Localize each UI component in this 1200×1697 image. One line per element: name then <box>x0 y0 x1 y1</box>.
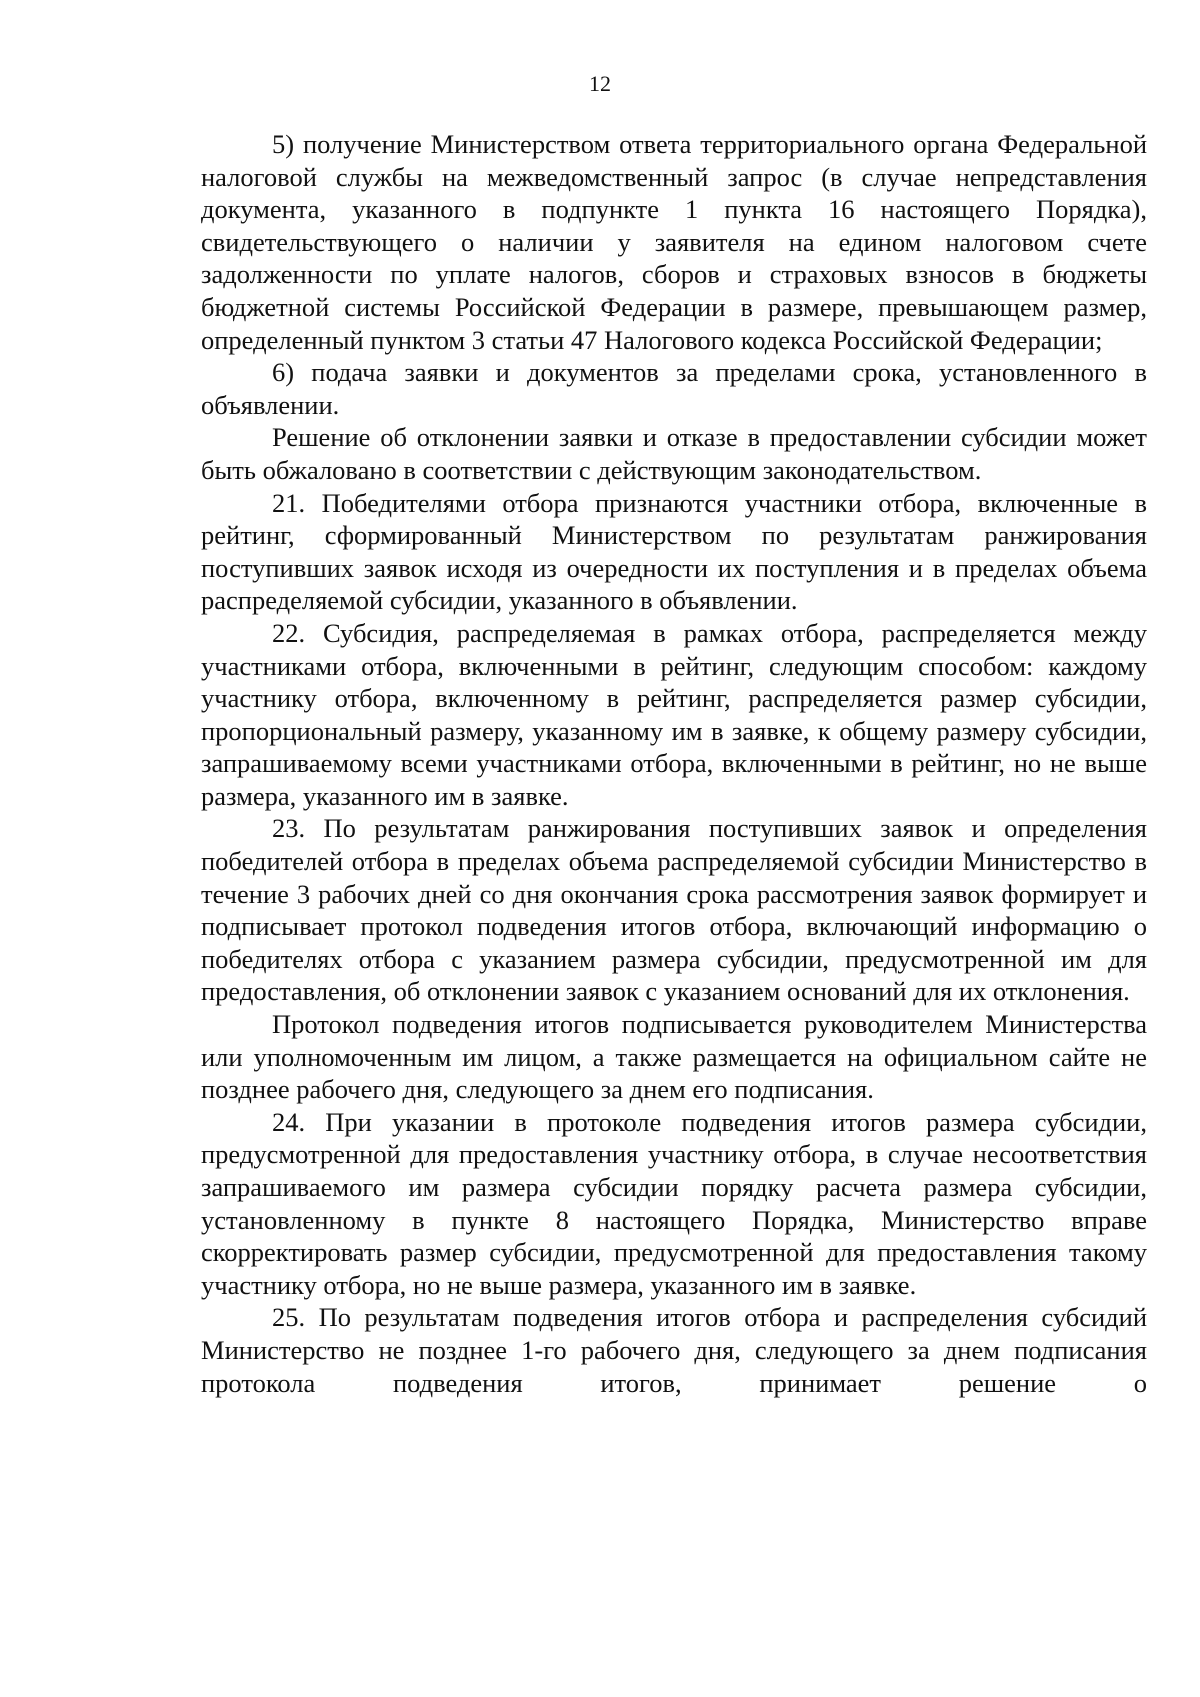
paragraph-clause-24: 24. При указании в протоколе подведения итогов размера субсидии, предусмотренной для предоставления участнику отбора, в случае несоответствия запрашиваемого им размера субсидии порядку расчета размера субсидии, установленному в пункте 8 настоящего Порядка, Министерство вправе скорректировать размер субсидии, предусмотренной для предоставления такому участнику отбора, но не выше размера, указанного им в заявке. <box>201 1106 1147 1300</box>
paragraph-clause-21: 21. Победителями отбора признаются участники отбора, включенные в рейтинг, сформированный Министерством по результатам ранжирования поступивших заявок исходя из очередности их поступления и в пределах объема распределяемой субсидии, указанного в объявлении. <box>201 487 1147 616</box>
page-number: 12 <box>589 71 611 96</box>
paragraph-item-5: 5) получение Министерством ответа территориального органа Федеральной налоговой службы на межведомственный запрос (в случае непредставления документа, указанного в подпункте 1 пункта 16 настоящего Порядка), свидетельствующего о наличии у заявителя на едином налоговом счете задолженности по уплате налогов, сборов и страховых взносов в бюджеты бюджетной системы Российской Федерации в размере, превышающем размер, определенный пунктом 3 статьи 47 Налогового кодекса Российской Федерации; <box>201 129 1147 355</box>
document-body <box>201 128 1147 1399</box>
paragraph-protocol-signing: Протокол подведения итогов подписывается руководителем Министерства или уполномоченным им лицом, а также размещается на официальном сайте не позднее рабочего дня, следующего за днем его подписания. <box>201 1009 1147 1105</box>
paragraph-clause-22: 22. Субсидия, распределяемая в рамках отбора, распределяется между участниками отбора, включенными в рейтинг, следующим способом: каждому участнику отбора, включенному в рейтинг, распределяется размер субсидии, пропорциональный размеру, указанному им в заявке, к общему размеру субсидии, запрашиваемому всеми участниками отбора, включенными в рейтинг, но не выше размера, указанного им в заявке. <box>201 617 1147 811</box>
paragraph-item-6: 6) подача заявки и документов за пределами срока, установленного в объявлении. <box>201 357 1147 420</box>
paragraph-clause-23: 23. По результатам ранжирования поступивших заявок и определения победителей отбора в пределах объема распределяемой субсидии Министерство в течение 3 рабочих дней со дня окончания срока рассмотрения заявок формирует и подписывает протокол подведения итогов отбора, включающий информацию о победителях отбора с указанием размера субсидии, предусмотренной им для предоставления, об отклонении заявок с указанием оснований для их отклонения. <box>201 813 1147 1007</box>
paragraph-clause-25: 25. По результатам подведения итогов отбора и распределения субсидий Министерство не позднее 1-го рабочего дня, следующего за днем подписания протокола подведения итогов, принимает решение о <box>201 1302 1147 1398</box>
paragraph-appeal-note: Решение об отклонении заявки и отказе в предоставлении субсидии может быть обжаловано в соответствии с действующим законодательством. <box>201 422 1147 485</box>
